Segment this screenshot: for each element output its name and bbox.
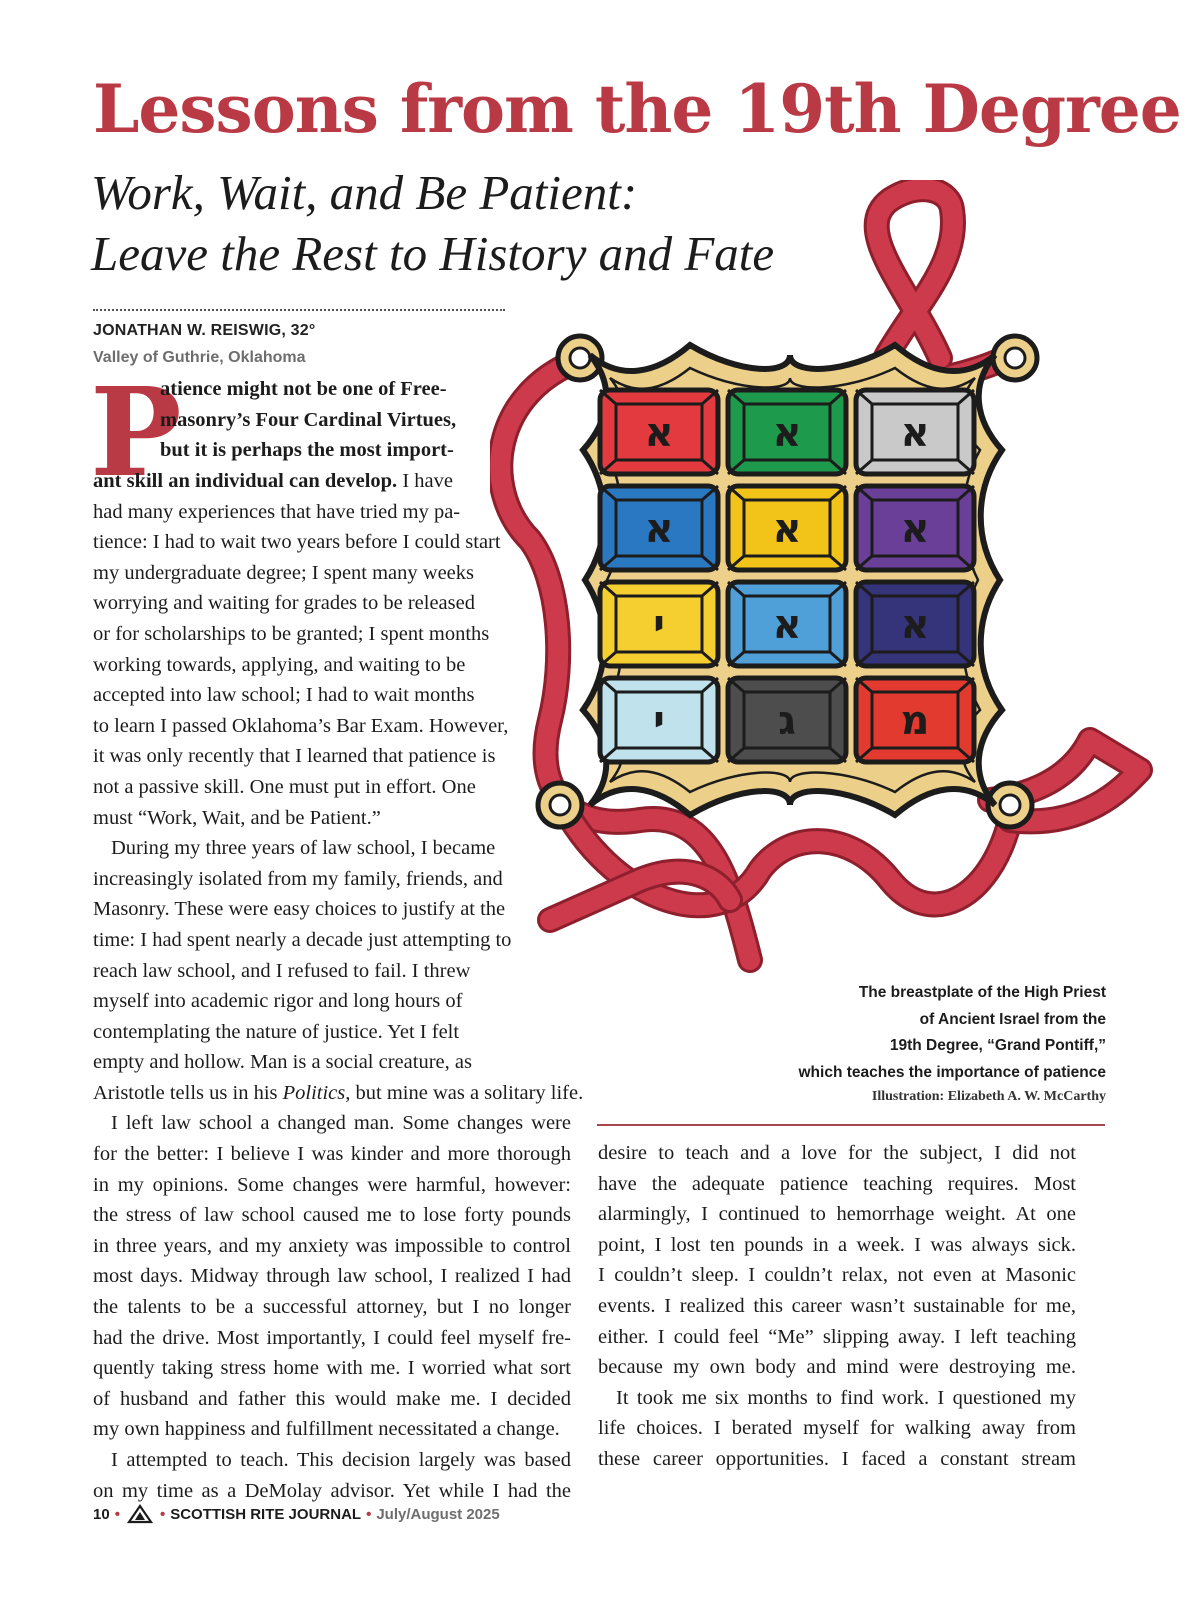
gem-letter: י [653, 602, 665, 648]
gem-letter: א [900, 410, 930, 456]
lead-rest: I have [397, 470, 453, 492]
politics-pre: Aristotle tells us in his [93, 1081, 283, 1104]
politics-italic: Politics [282, 1081, 346, 1104]
body-line: for the better: I believe I was kinder and more thorough [93, 1143, 571, 1166]
journal-name: SCOTTISH RITE JOURNAL [170, 1505, 362, 1523]
body-line: quently taking stress home with me. I worried what sort [93, 1357, 571, 1380]
gem-stone [856, 582, 974, 666]
gem-stone [728, 582, 846, 666]
gem-letter: א [772, 410, 802, 456]
body-line: tience: I had to wait two years before I could start [93, 531, 501, 554]
issue-date: July/August 2025 [376, 1505, 500, 1523]
body-line: I couldn’t sleep. I couldn’t relax, not even at Masonic [598, 1264, 1076, 1287]
body-line: accepted into law school; I had to wait months [93, 684, 475, 707]
gem-stone [600, 582, 718, 666]
body-line: During my three years of law school, I became [111, 837, 496, 860]
gem-letter: א [772, 602, 802, 648]
body-line: I attempted to teach. This decision largely was based [111, 1449, 571, 1471]
gem-letter: א [900, 506, 930, 552]
gem-letter: י [653, 698, 665, 744]
body-line: life choices. I berated myself for walking away from [598, 1417, 1076, 1440]
subtitle-line-2: Leave the Rest to History and Fate [91, 226, 775, 281]
body-line: contemplating the nature of justice. Yet I felt [93, 1020, 460, 1043]
right-column [598, 1138, 1076, 1475]
body-line: time: I had spent nearly a decade just attempting to [93, 928, 512, 951]
body-line: my own happiness and fulfillment necessitated a change. [93, 1418, 560, 1441]
body-line: of husband and father this would make me. I decided [93, 1387, 571, 1410]
body-line: had the drive. Most importantly, I could feel myself fre- [93, 1326, 571, 1349]
footer-separator: • [114, 1505, 120, 1523]
body-line: had many experiences that have tried my pa- [93, 500, 461, 523]
body-line: desire to teach and a love for the subject, I did not [598, 1142, 1076, 1164]
caption-line-4: which teaches the importance of patience [798, 1063, 1106, 1081]
page-number: 10 [93, 1505, 110, 1523]
body-line: in three years, and my anxiety was impossible to control [93, 1234, 571, 1257]
caption-line-1: The breastplate of the High Priest [858, 984, 1106, 1001]
gem-stone [856, 390, 974, 474]
gem-stone [600, 678, 718, 762]
gem-stone [728, 678, 846, 762]
body-line: because my own body and mind were destroying me. [598, 1356, 1076, 1379]
gem-stone [728, 390, 846, 474]
body-line: or for scholarships to be granted; I spent months [93, 622, 490, 645]
footer-separator: • [159, 1505, 166, 1523]
body-line: the talents to be a successful attorney, but I no longer [93, 1296, 571, 1319]
body-line: the stress of law school caused me to lose forty pounds [93, 1204, 571, 1227]
politics-post: , but mine was a solitary life. [345, 1081, 584, 1104]
body-line: on my time as a DeMolay advisor. Yet while I had the [93, 1479, 571, 1502]
gem-letter: א [644, 506, 674, 552]
caption-divider [597, 1124, 1105, 1126]
body-line: have the adequate patience teaching requires. Most [598, 1172, 1076, 1195]
body-line: alarmingly, I continued to hemorrhage weight. At one [598, 1203, 1076, 1226]
breastplate-illustration [490, 180, 1155, 980]
gem-letter: א [900, 602, 930, 648]
politics-line [93, 1078, 583, 1109]
body-line: worrying and waiting for grades to be released [93, 592, 475, 615]
gem-stone [728, 486, 846, 570]
author-valley: Valley of Guthrie, Oklahoma [93, 349, 306, 366]
body-line: to learn I passed Oklahoma’s Bar Exam. However, [93, 714, 509, 737]
body-line: point, I lost ten pounds in a week. I was always sick. [598, 1233, 1076, 1256]
body-line: not a passive skill. One must put in effort. One [93, 775, 476, 798]
body-line: empty and hollow. Man is a social creature, as [93, 1051, 472, 1074]
gem-letter: א [644, 410, 674, 456]
subtitle-line-1: Work, Wait, and Be Patient: [91, 165, 638, 220]
gem-stone [600, 486, 718, 570]
lead-line-1: atience might not be one of Free- [160, 378, 447, 400]
double-eagle-emblem-icon [127, 1504, 153, 1524]
body-line: events. I realized this career wasn’t sustainable for me, [598, 1294, 1076, 1317]
page-footer [93, 1504, 500, 1524]
lead-line-3: but it is perhaps the most import- [160, 439, 454, 462]
body-line: working towards, applying, and waiting to be [93, 653, 466, 676]
lead-paragraph-start [160, 374, 474, 466]
caption-line-3: 19th Degree, “Grand Pontiff,” [889, 1037, 1106, 1054]
lead-line-4 [93, 466, 583, 497]
body-line: increasingly isolated from my family, friends, and [93, 867, 503, 890]
lead-line-2: masonry’s Four Cardinal Virtues, [160, 408, 457, 431]
body-line: I left law school a changed man. Some changes were [111, 1112, 571, 1135]
figure-caption [686, 980, 1106, 1086]
lead-bold-end: ant skill an individual can develop. [93, 470, 398, 492]
left-column [93, 466, 583, 1506]
body-line: most days. Midway through law school, I realized I had [93, 1265, 571, 1288]
body-line: in my opinions. Some changes were harmful, however: [93, 1173, 571, 1196]
author-name: JONATHAN W. REISWIG, 32° [93, 322, 316, 339]
body-line: reach law school, and I refused to fail. I threw [93, 959, 471, 982]
body-line: either. I could feel “Me” slipping away. I left teaching [598, 1325, 1076, 1348]
gem-stone [856, 486, 974, 570]
caption-line-2: of Ancient Israel from the [919, 1010, 1106, 1028]
body-line: must “Work, Wait, and be Patient.” [93, 806, 381, 829]
illustration-credit: Illustration: Elizabeth A. W. McCarthy [871, 1089, 1106, 1104]
body-line: these career opportunities. I faced a constant stream [598, 1447, 1076, 1470]
body-line: my undergraduate degree; I spent many weeks [93, 561, 475, 584]
body-line: myself into academic rigor and long hours of [93, 990, 463, 1013]
article-title: Lessons from the 19th Degree [93, 70, 1181, 148]
gem-letter: א [772, 506, 802, 552]
gem-stone [600, 390, 718, 474]
body-line: it was only recently that I learned that patience is [93, 745, 496, 768]
byline-divider [93, 309, 505, 311]
gem-stone [856, 678, 974, 762]
body-line: Masonry. These were easy choices to justify at the [93, 898, 506, 921]
body-line: It took me six months to find work. I questioned my [616, 1386, 1076, 1409]
drop-cap: P [90, 360, 182, 504]
footer-separator: • [366, 1505, 372, 1523]
gem-letter: מ [900, 698, 930, 744]
gem-letter: ג [778, 698, 796, 744]
